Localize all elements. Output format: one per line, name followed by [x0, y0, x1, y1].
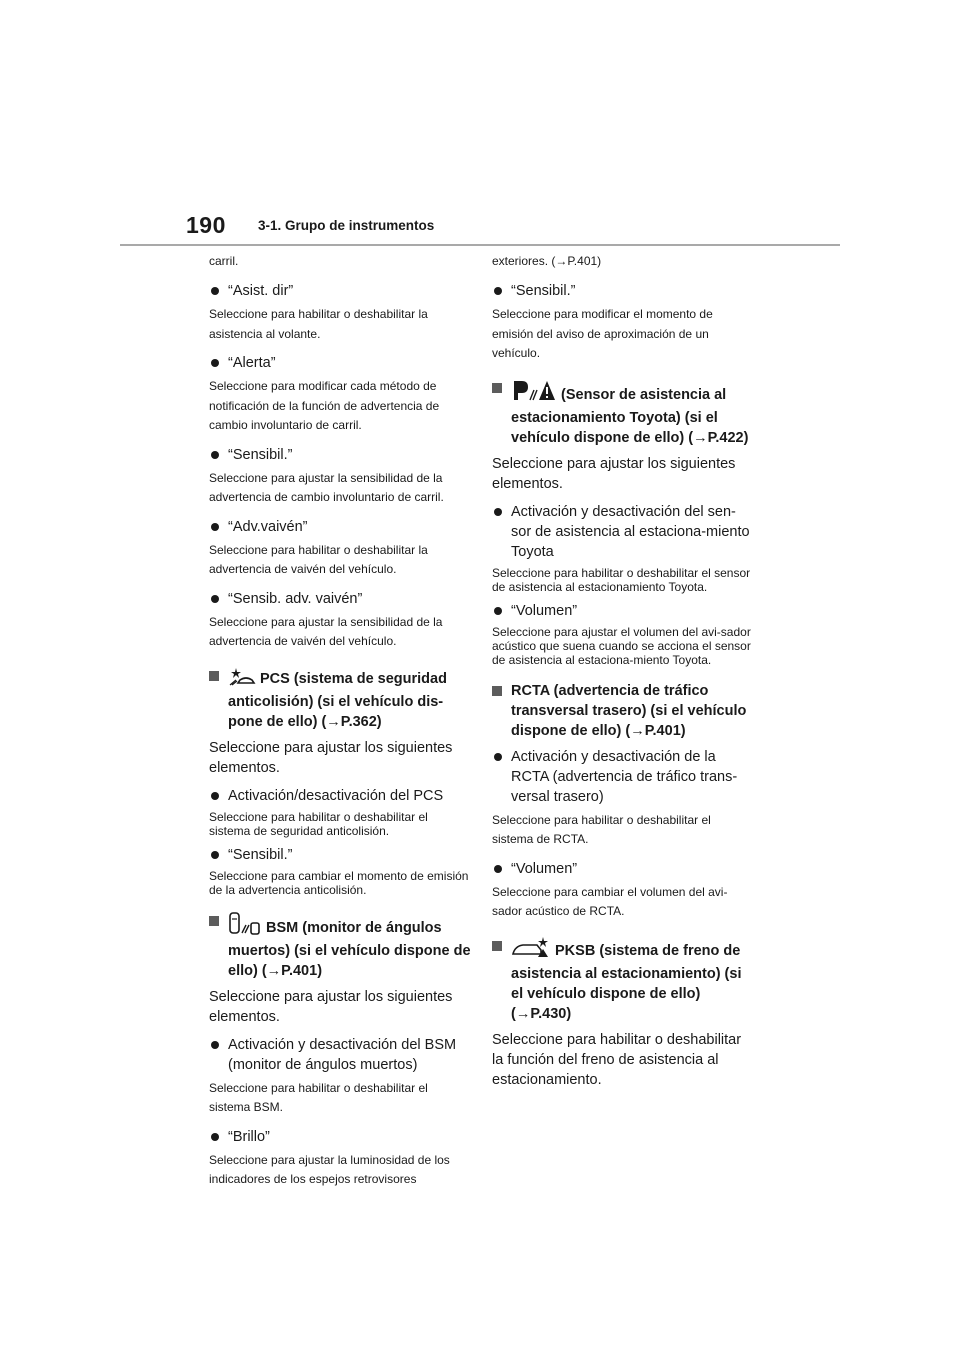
option-sensibil: “Sensibil.” [209, 445, 471, 465]
continued-text: carril. [209, 254, 239, 268]
option-alerta: “Alerta” [209, 353, 471, 373]
option-pcs-activation: Activación/desactivación del PCS [209, 786, 471, 806]
option-description: Seleccione para habilitar o deshabilitar la advertencia de vaivén del vehículo. [209, 542, 428, 576]
heading-text: (Sensor de asistencia al estacionamiento Toyota) (si el vehículo dispone de ello) (→P.422) [511, 386, 749, 446]
section-heading-pcs [209, 666, 471, 732]
heading-square-marker [492, 941, 502, 951]
section-heading-parking-sensor [492, 378, 754, 448]
heading-square-marker [209, 916, 219, 926]
option-description: Seleccione para habilitar o deshabilitar la asistencia al volante. [209, 307, 428, 341]
paragraph: Seleccione para ajustar los siguientes elementos. [492, 455, 736, 492]
pksb-icon [511, 936, 551, 964]
section-title: 3-1. Grupo de instrumentos [258, 218, 435, 233]
option-description: Seleccione para ajustar el volumen del avi-sador acústico que suena cuando se acciona el sensor de asistencia al estaciona-miento Toyota. [492, 624, 751, 667]
right-column [492, 252, 754, 1098]
paragraph: Seleccione para ajustar los siguientes elementos. [209, 988, 453, 1025]
header-divider [120, 244, 840, 246]
option-description: Seleccione para habilitar o deshabilitar el sistema de seguridad anticolisión. [209, 809, 428, 838]
option-description: Seleccione para modificar el momento de emisión del aviso de aproximación de un vehículo. [492, 307, 713, 360]
section-heading-rcta [492, 681, 754, 741]
option-description: Seleccione para ajustar la sensibilidad de la advertencia de vaivén del vehículo. [209, 614, 443, 648]
heading-square-marker [209, 671, 219, 681]
option-description: Seleccione para modificar cada método de notificación de la función de advertencia de cambio involuntario de carril. [209, 379, 440, 432]
section-heading-pksb [492, 936, 754, 1024]
parking-sensor-icon [511, 378, 557, 408]
option-description: Seleccione para cambiar el volumen del avi-sador acústico de RCTA. [492, 884, 728, 918]
heading-text: RCTA (advertencia de tráfico transversal trasero) (si el vehículo dispone de ello) (→P.401) [511, 682, 747, 739]
option-parking-activation: Activación y desactivación del sen-sor de asistencia al estaciona-miento Toyota [492, 502, 754, 562]
option-description: Seleccione para habilitar o deshabilitar el sistema BSM. [209, 1080, 428, 1114]
heading-text: PKSB (sistema de freno de asistencia al estacionamiento) (si el vehículo dispone de ello) (→P.430) [511, 942, 742, 1022]
option-parking-volumen: “Volumen” [492, 601, 754, 621]
heading-square-marker [492, 686, 502, 696]
option-description: Seleccione para cambiar el momento de emisión de la advertencia anticolisión. [209, 868, 469, 897]
heading-text: PCS (sistema de seguridad anticolisión) (si el vehículo dis-pone de ello) (→P.362) [228, 670, 447, 730]
option-rcta-volumen: “Volumen” [492, 859, 754, 879]
bsm-icon [228, 911, 262, 941]
option-asist-dir: “Asist. dir” [209, 281, 471, 301]
section-heading-bsm [209, 911, 471, 981]
heading-text: BSM (monitor de ángulos muertos) (si el vehículo dispone de ello) (→P.401) [228, 919, 471, 979]
paragraph: Seleccione para ajustar los siguientes elementos. [209, 739, 453, 776]
option-description: Seleccione para ajustar la luminosidad de los indicadores de los espejos retrovisores [209, 1152, 450, 1186]
option-adv-vaiven: “Adv.vaivén” [209, 517, 471, 537]
paragraph: Seleccione para habilitar o deshabilitar la función del freno de asistencia al estacionamiento. [492, 1031, 742, 1088]
heading-square-marker [492, 383, 502, 393]
continued-text: exteriores. (→P.401) [492, 254, 602, 268]
option-brillo: “Brillo” [209, 1127, 471, 1147]
option-rcta-activation: Activación y desactivación de la RCTA (advertencia de tráfico trans-versal trasero) [492, 747, 754, 807]
option-sensibil: “Sensibil.” [492, 281, 754, 301]
pcs-icon [228, 666, 256, 692]
option-description: Seleccione para habilitar o deshabilitar el sensor de asistencia al estacionamiento Toyota. [492, 565, 751, 594]
left-column [209, 252, 471, 1199]
option-description: Seleccione para ajustar la sensibilidad de la advertencia de cambio involuntario de carril. [209, 470, 444, 504]
option-pcs-sensibil: “Sensibil.” [209, 845, 471, 865]
option-description: Seleccione para habilitar o deshabilitar el sistema de RCTA. [492, 812, 711, 846]
option-bsm-activation: Activación y desactivación del BSM (monitor de ángulos muertos) [209, 1035, 471, 1075]
page-number: 190 [186, 212, 226, 238]
option-sensib-adv-vaiven: “Sensib. adv. vaivén” [209, 589, 471, 609]
